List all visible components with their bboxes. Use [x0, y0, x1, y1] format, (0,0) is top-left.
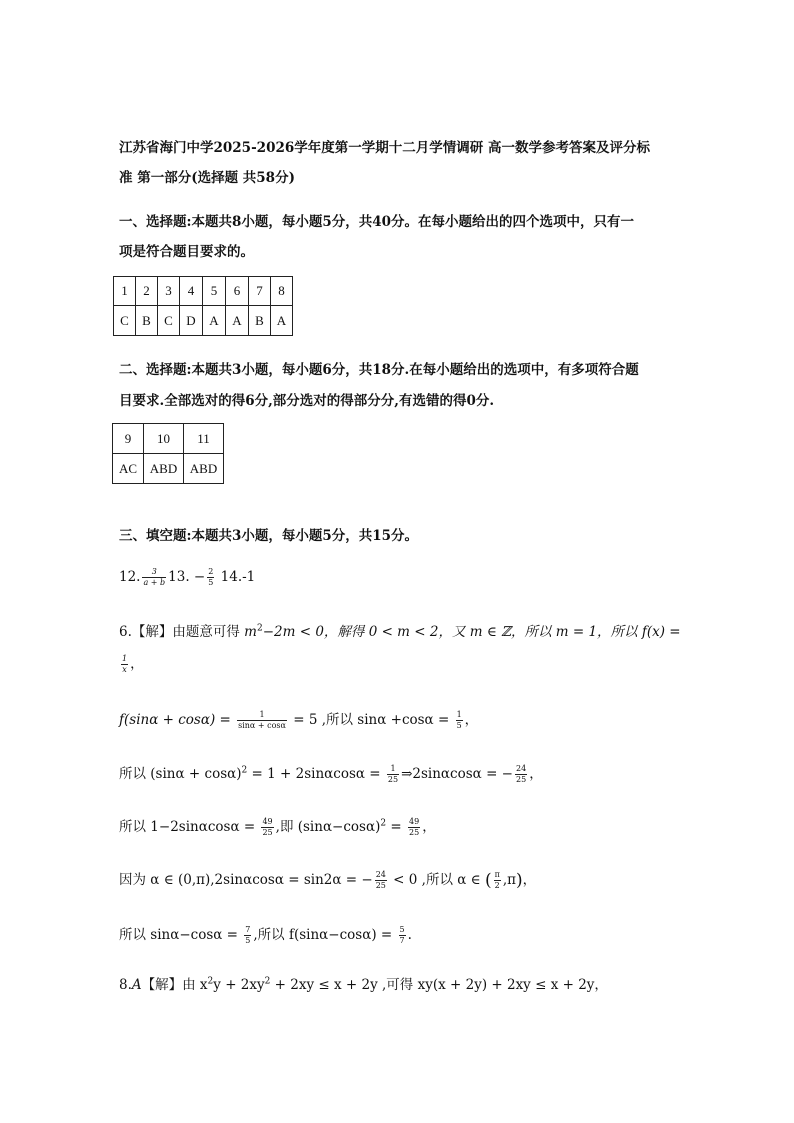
table-cell: A — [271, 306, 293, 336]
section1-answer-table — [113, 276, 293, 336]
table-cell: ABD — [144, 454, 184, 484]
solution6-line-1 — [119, 620, 681, 640]
text: < 0 ,所以 α ∈ — [388, 872, 485, 888]
fraction — [375, 870, 387, 891]
numerator: 1 — [456, 710, 462, 719]
section1-instruction-line-1: 一、选择题:本题共8小题，每小题5分，共40分。在每小题给出的四个选项中，只有一 — [119, 214, 635, 230]
numerator: 1 — [122, 654, 128, 663]
q12-fraction — [142, 567, 166, 588]
table-row-answers — [113, 454, 224, 484]
table-row-numbers — [114, 277, 293, 306]
text: y + 2xy — [213, 977, 265, 993]
table-cell: B — [249, 306, 271, 336]
table-cell: D — [180, 306, 203, 336]
numerator: 5 — [399, 925, 405, 934]
text: 因为 α ∈ (0,π),2sinαcosα = sin2α = − — [119, 872, 373, 888]
solution6-line-5 — [119, 815, 436, 838]
table-cell: C — [158, 306, 180, 336]
numerator: 24 — [516, 764, 527, 773]
denominator: 25 — [516, 775, 527, 784]
text: 所以 1−2sinαcosα = — [119, 819, 260, 835]
right-paren: ) — [516, 870, 523, 891]
superscript: 2 — [256, 623, 263, 634]
q14-answer: 14.-1 — [220, 569, 256, 585]
superscript: 2 — [241, 765, 248, 776]
section2-instruction-line-2: 目要求.全部选对的得6分,部分选对的得部分分,有选错的得0分. — [119, 393, 495, 409]
table-cell: C — [114, 306, 136, 336]
table-cell: 7 — [249, 277, 271, 306]
fraction — [261, 817, 273, 838]
table-cell: A — [203, 306, 226, 336]
superscript: 2 — [207, 976, 214, 987]
text: = 5 ,所以 sinα +cosα = — [288, 712, 454, 728]
document-title-line-2: 准 第一部分(选择题 共58分) — [119, 170, 295, 186]
numerator: 49 — [409, 817, 420, 826]
text: 8. — [119, 977, 132, 993]
text: = 1 + 2sinαcosα = — [247, 766, 385, 782]
table-cell: 11 — [184, 424, 224, 454]
text: ,所以 f(sinα−cosα) = — [253, 927, 397, 943]
denominator: 5 — [245, 936, 251, 945]
section1-instruction-line-2: 项是符合题目要求的。 — [119, 244, 254, 260]
denominator: 2 — [494, 881, 500, 890]
fraction — [408, 817, 420, 838]
text: ⇒2sinαcosα = − — [401, 766, 513, 782]
text: ， — [130, 656, 144, 672]
table-row-numbers — [113, 424, 224, 454]
left-paren: ( — [484, 870, 492, 891]
math: m — [244, 624, 257, 640]
denominator: 5 — [208, 578, 214, 587]
denominator: 25 — [387, 775, 399, 784]
table-cell: 8 — [271, 277, 293, 306]
table-cell: B — [136, 306, 158, 336]
fraction — [456, 710, 463, 731]
table-cell: 5 — [203, 277, 226, 306]
section2-answer-table — [112, 423, 224, 484]
text: 所以 sinα−cosα = — [119, 927, 243, 943]
math: f(sinα + cosα) = — [119, 712, 236, 728]
fraction — [387, 764, 399, 785]
fraction — [237, 710, 287, 731]
table-cell: 10 — [144, 424, 184, 454]
solution8-line-1 — [119, 973, 608, 993]
fraction — [494, 870, 501, 891]
text: ,即 (sinα−cosα) — [275, 819, 381, 835]
superscript: 2 — [264, 976, 271, 987]
denominator: 5 — [456, 721, 462, 730]
section3-instruction: 三、填空题:本题共3小题，每小题5分，共15分。 — [119, 528, 419, 544]
solution6-line-2 — [119, 652, 144, 675]
table-cell: AC — [113, 454, 144, 484]
text: ， — [522, 872, 537, 888]
table-row-answers — [114, 306, 293, 336]
math: −2m < 0，解得 0 < m < 2，又 m ∈ ℤ，所以 m = 1，所以 f(x) = — [262, 624, 681, 640]
denominator: 25 — [375, 881, 386, 890]
table-cell: 4 — [180, 277, 203, 306]
text: 所以 (sinα + cosα) — [119, 766, 242, 782]
q13-fraction — [207, 567, 214, 588]
text: + 2xy ≤ x + 2y ,可得 xy(x + 2y) + 2xy ≤ x + 2y， — [270, 977, 608, 993]
text: 【解】由 x — [141, 977, 208, 993]
section2-instruction-line-1: 二、选择题:本题共3小题，每小题6分，共18分.在每小题给出的选项中，有多项符合题 — [119, 362, 639, 378]
numerator: π — [494, 870, 500, 879]
document-title-line-1: 江苏省海门中学2025-2026学年度第一学期十二月学情调研 高一数学参考答案及评分标 — [119, 140, 650, 156]
numerator: 24 — [375, 870, 386, 879]
table-cell: 9 — [113, 424, 144, 454]
denominator: sinα + cosα — [238, 721, 286, 730]
table-cell: ABD — [184, 454, 224, 484]
solution6-line-4 — [119, 762, 543, 785]
denominator: 25 — [409, 828, 420, 837]
denominator: 7 — [399, 936, 405, 945]
numerator: 7 — [245, 925, 251, 934]
solution6-line-3 — [119, 708, 478, 731]
denominator: 25 — [262, 828, 273, 837]
numerator: 3 — [142, 567, 166, 578]
text: 6.【解】由题意可得 — [119, 624, 245, 640]
table-cell: 1 — [114, 277, 136, 306]
denominator: a + b — [143, 578, 166, 587]
text: ， — [422, 819, 436, 835]
answer-letter: A — [131, 977, 142, 993]
fraction — [515, 764, 527, 785]
fill-in-answers — [119, 566, 255, 588]
fraction — [244, 925, 251, 946]
fraction — [121, 654, 128, 675]
text: ,π — [502, 872, 517, 888]
numerator: 1 — [387, 764, 399, 775]
denominator: x — [122, 665, 127, 674]
q12-label: 12. — [119, 569, 141, 585]
superscript: 2 — [380, 818, 387, 829]
table-cell: 3 — [158, 277, 180, 306]
solution6-line-6 — [119, 868, 536, 891]
fraction — [399, 925, 406, 946]
table-cell: 2 — [136, 277, 158, 306]
text: = — [386, 819, 407, 835]
text: ， — [529, 766, 543, 782]
numerator: 49 — [262, 817, 273, 826]
table-cell: A — [226, 306, 249, 336]
text: ， — [464, 712, 479, 728]
table-cell: 6 — [226, 277, 249, 306]
numerator: 1 — [237, 710, 287, 721]
q13-label: 13. − — [168, 569, 206, 585]
text: . — [407, 927, 412, 943]
numerator: 2 — [208, 567, 214, 576]
solution6-line-7 — [119, 923, 412, 946]
